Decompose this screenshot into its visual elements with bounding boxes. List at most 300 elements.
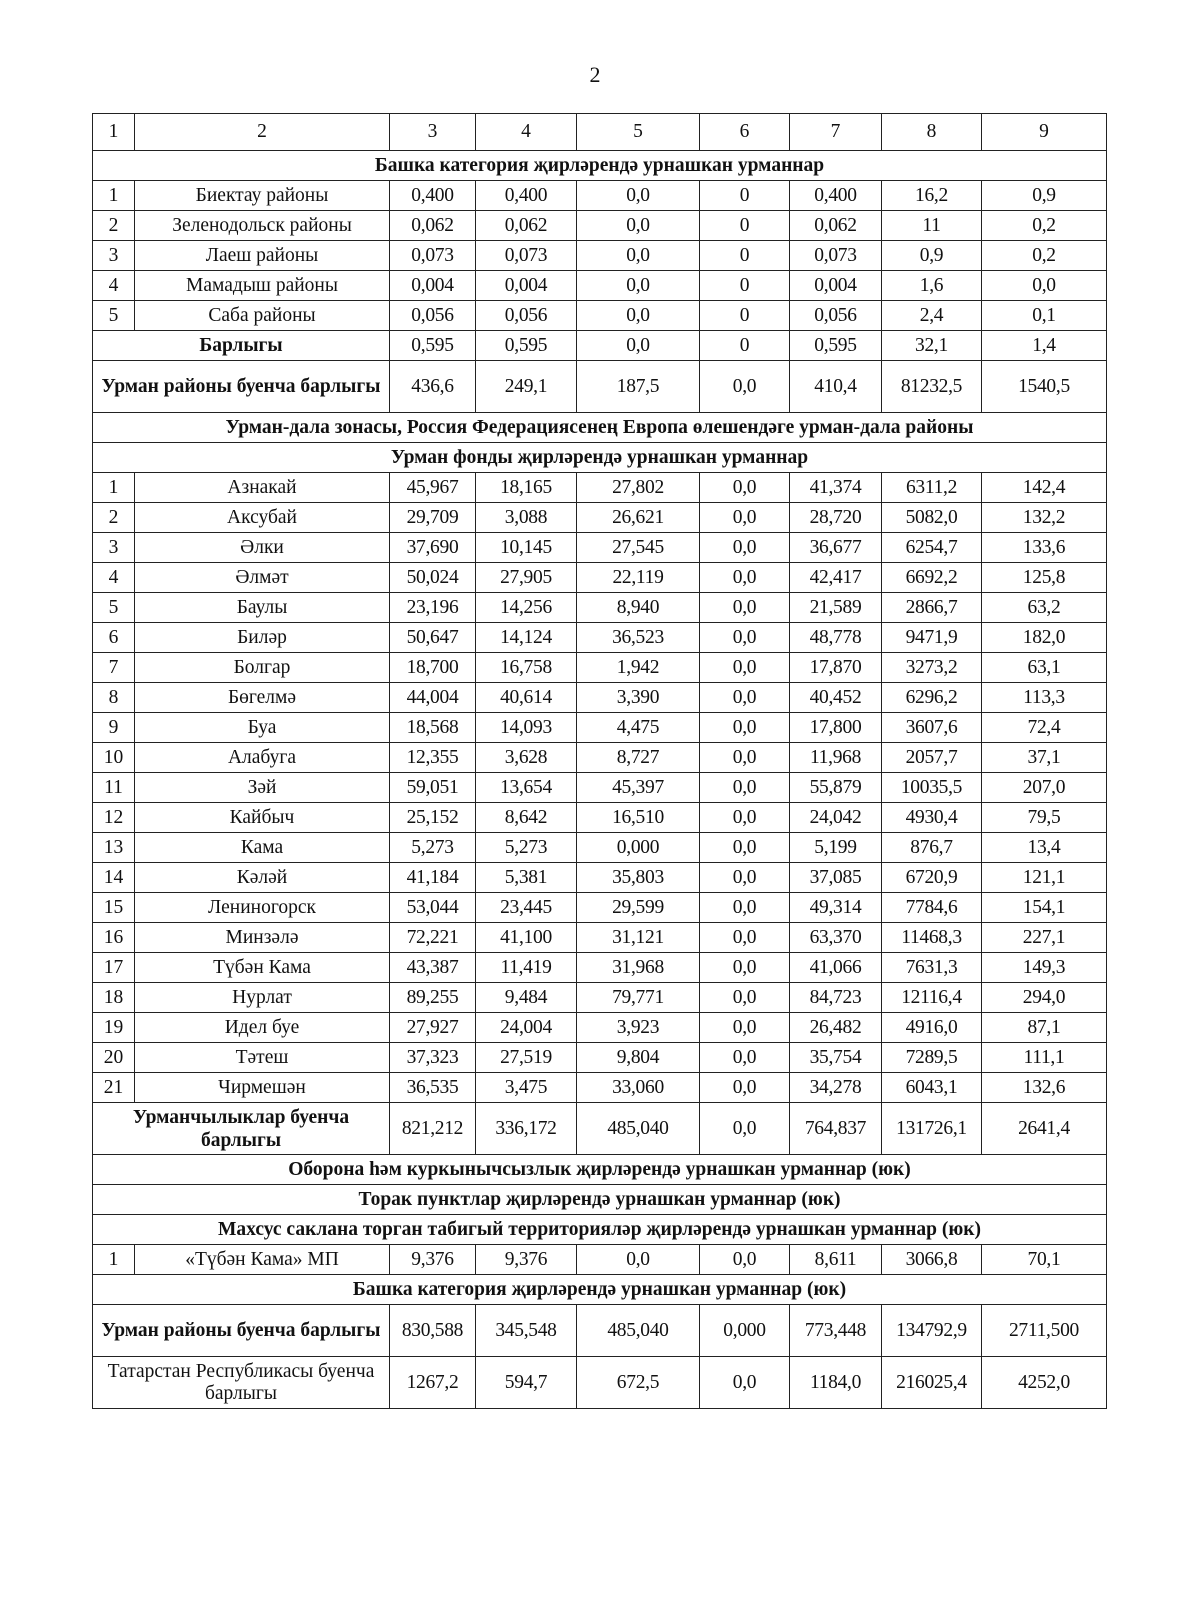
district-name: Биләр — [135, 623, 390, 653]
value-cell: 3,475 — [476, 1073, 577, 1103]
value-cell: 26,482 — [790, 1013, 882, 1043]
total-value-cell: 0,595 — [390, 331, 476, 361]
value-cell: 121,1 — [982, 863, 1107, 893]
page-number: 2 — [589, 62, 601, 87]
value-cell: 0,0 — [700, 533, 790, 563]
total-label: Урманчылыклар буенча барлыгы — [93, 1103, 390, 1155]
table-row — [93, 863, 1107, 893]
value-cell: 2057,7 — [882, 743, 982, 773]
district-name: Зеленодольск районы — [135, 211, 390, 241]
value-cell: 10,145 — [476, 533, 577, 563]
value-cell: 13,4 — [982, 833, 1107, 863]
value-cell: 35,754 — [790, 1043, 882, 1073]
value-cell: 18,568 — [390, 713, 476, 743]
section-header-row — [93, 1185, 1107, 1215]
value-cell: 59,051 — [390, 773, 476, 803]
value-cell: 44,004 — [390, 683, 476, 713]
value-cell: 9,804 — [577, 1043, 700, 1073]
value-cell: 0,0 — [700, 1043, 790, 1073]
value-cell: 0,0 — [700, 563, 790, 593]
value-cell: 63,370 — [790, 923, 882, 953]
table-row — [93, 713, 1107, 743]
value-cell: 0,2 — [982, 211, 1107, 241]
total-value-cell: 4252,0 — [982, 1357, 1107, 1409]
section-header-row — [93, 443, 1107, 473]
value-cell: 11 — [882, 211, 982, 241]
value-cell: 40,452 — [790, 683, 882, 713]
total-value-cell: 187,5 — [577, 361, 700, 413]
total-value-cell: 0,000 — [700, 1305, 790, 1357]
value-cell: 37,690 — [390, 533, 476, 563]
value-cell: 14,124 — [476, 623, 577, 653]
table-row — [93, 1043, 1107, 1073]
value-cell: 9,484 — [476, 983, 577, 1013]
value-cell: 0 — [700, 241, 790, 271]
district-name: Нурлат — [135, 983, 390, 1013]
total-label: Татарстан Республикасы буенча барлыгы — [93, 1357, 390, 1409]
value-cell: 41,066 — [790, 953, 882, 983]
value-cell: 18,700 — [390, 653, 476, 683]
value-cell: 27,927 — [390, 1013, 476, 1043]
value-cell: 4916,0 — [882, 1013, 982, 1043]
table-row — [93, 623, 1107, 653]
table-row — [93, 953, 1107, 983]
forest-data-table — [92, 113, 1107, 1409]
value-cell: 3,088 — [476, 503, 577, 533]
section-title: Башка категория җирләрендә урнашкан урманнар (юк) — [93, 1275, 1107, 1305]
value-cell: 26,621 — [577, 503, 700, 533]
section-header-row — [93, 1215, 1107, 1245]
table-row — [93, 593, 1107, 623]
value-cell: 49,314 — [790, 893, 882, 923]
table-row — [93, 271, 1107, 301]
value-cell: 23,196 — [390, 593, 476, 623]
column-number: 7 — [790, 114, 882, 151]
row-number: 16 — [93, 923, 135, 953]
value-cell: 42,417 — [790, 563, 882, 593]
table-row — [93, 683, 1107, 713]
value-cell: 70,1 — [982, 1245, 1107, 1275]
row-number: 1 — [93, 181, 135, 211]
value-cell: 3607,6 — [882, 713, 982, 743]
value-cell: 0,0 — [700, 743, 790, 773]
district-name: Идел буе — [135, 1013, 390, 1043]
value-cell: 132,2 — [982, 503, 1107, 533]
value-cell: 48,778 — [790, 623, 882, 653]
total-value-cell: 32,1 — [882, 331, 982, 361]
value-cell: 5,273 — [390, 833, 476, 863]
value-cell: 0,1 — [982, 301, 1107, 331]
row-number: 5 — [93, 593, 135, 623]
value-cell: 0,073 — [790, 241, 882, 271]
value-cell: 84,723 — [790, 983, 882, 1013]
value-cell: 6311,2 — [882, 473, 982, 503]
total-value-cell: 2711,500 — [982, 1305, 1107, 1357]
district-name: Алабуга — [135, 743, 390, 773]
value-cell: 132,6 — [982, 1073, 1107, 1103]
total-value-cell: 1,4 — [982, 331, 1107, 361]
value-cell: 6720,9 — [882, 863, 982, 893]
total-row — [93, 1103, 1107, 1155]
value-cell: 79,771 — [577, 983, 700, 1013]
total-value-cell: 0,595 — [476, 331, 577, 361]
district-name: Бөгелмә — [135, 683, 390, 713]
value-cell: 0 — [700, 181, 790, 211]
total-value-cell: 485,040 — [577, 1305, 700, 1357]
total-value-cell: 0,0 — [577, 331, 700, 361]
value-cell: 23,445 — [476, 893, 577, 923]
value-cell: 63,2 — [982, 593, 1107, 623]
value-cell: 227,1 — [982, 923, 1107, 953]
district-name: Саба районы — [135, 301, 390, 331]
value-cell: 0,073 — [390, 241, 476, 271]
value-cell: 0,0 — [700, 653, 790, 683]
value-cell: 0,0 — [577, 301, 700, 331]
row-number: 9 — [93, 713, 135, 743]
value-cell: 7631,3 — [882, 953, 982, 983]
value-cell: 37,085 — [790, 863, 882, 893]
value-cell: 0,073 — [476, 241, 577, 271]
table-body — [93, 114, 1107, 1409]
value-cell: 0,062 — [390, 211, 476, 241]
value-cell: 0,056 — [476, 301, 577, 331]
value-cell: 55,879 — [790, 773, 882, 803]
section-title: Урман-дала зонасы, Россия Федерациясенең Европа өлешендәге урман-дала районы — [93, 413, 1107, 443]
value-cell: 24,042 — [790, 803, 882, 833]
value-cell: 0,0 — [577, 211, 700, 241]
row-number: 6 — [93, 623, 135, 653]
district-name: Әлки — [135, 533, 390, 563]
value-cell: 9,376 — [476, 1245, 577, 1275]
value-cell: 125,8 — [982, 563, 1107, 593]
value-cell: 2866,7 — [882, 593, 982, 623]
value-cell: 0,0 — [700, 983, 790, 1013]
value-cell: 89,255 — [390, 983, 476, 1013]
total-value-cell: 134792,9 — [882, 1305, 982, 1357]
value-cell: 72,221 — [390, 923, 476, 953]
value-cell: 33,060 — [577, 1073, 700, 1103]
value-cell: 876,7 — [882, 833, 982, 863]
table-row — [93, 503, 1107, 533]
value-cell: 0,0 — [700, 503, 790, 533]
section-title: Оборона һәм куркынычсызлык җирләрендә урнашкан урманнар (юк) — [93, 1155, 1107, 1185]
row-number: 1 — [93, 1245, 135, 1275]
value-cell: 37,323 — [390, 1043, 476, 1073]
district-name: Әлмәт — [135, 563, 390, 593]
table-row — [93, 983, 1107, 1013]
total-label: Урман районы буенча барлыгы — [93, 1305, 390, 1357]
column-number: 6 — [700, 114, 790, 151]
district-name: Азнакай — [135, 473, 390, 503]
total-value-cell: 0 — [700, 331, 790, 361]
value-cell: 0,004 — [390, 271, 476, 301]
value-cell: 7289,5 — [882, 1043, 982, 1073]
value-cell: 0,2 — [982, 241, 1107, 271]
value-cell: 0,0 — [700, 683, 790, 713]
value-cell: 4,475 — [577, 713, 700, 743]
row-number: 3 — [93, 241, 135, 271]
row-number: 7 — [93, 653, 135, 683]
value-cell: 294,0 — [982, 983, 1107, 1013]
value-cell: 53,044 — [390, 893, 476, 923]
value-cell: 8,727 — [577, 743, 700, 773]
value-cell: 79,5 — [982, 803, 1107, 833]
value-cell: 0,0 — [700, 473, 790, 503]
value-cell: 31,121 — [577, 923, 700, 953]
row-number: 21 — [93, 1073, 135, 1103]
value-cell: 10035,5 — [882, 773, 982, 803]
value-cell: 0,004 — [790, 271, 882, 301]
value-cell: 21,589 — [790, 593, 882, 623]
section-header-row — [93, 151, 1107, 181]
table-row — [93, 241, 1107, 271]
district-name: Кайбыч — [135, 803, 390, 833]
district-name: Кәләй — [135, 863, 390, 893]
value-cell: 0 — [700, 301, 790, 331]
column-number: 9 — [982, 114, 1107, 151]
value-cell: 27,519 — [476, 1043, 577, 1073]
value-cell: 5,381 — [476, 863, 577, 893]
total-value-cell: 249,1 — [476, 361, 577, 413]
district-name: Баулы — [135, 593, 390, 623]
district-name: Аксубай — [135, 503, 390, 533]
value-cell: 3,390 — [577, 683, 700, 713]
value-cell: 25,152 — [390, 803, 476, 833]
value-cell: 5,199 — [790, 833, 882, 863]
value-cell: 0,0 — [700, 1013, 790, 1043]
value-cell: 50,024 — [390, 563, 476, 593]
table-row — [93, 211, 1107, 241]
value-cell: 8,642 — [476, 803, 577, 833]
column-number-row — [93, 114, 1107, 151]
value-cell: 27,905 — [476, 563, 577, 593]
value-cell: 3,923 — [577, 1013, 700, 1043]
section-title: Урман фонды җирләрендә урнашкан урманнар — [93, 443, 1107, 473]
row-number: 15 — [93, 893, 135, 923]
column-number: 5 — [577, 114, 700, 151]
total-value-cell: 410,4 — [790, 361, 882, 413]
value-cell: 0,0 — [577, 181, 700, 211]
section-title: Башка категория җирләрендә урнашкан урманнар — [93, 151, 1107, 181]
column-number: 4 — [476, 114, 577, 151]
column-number: 2 — [135, 114, 390, 151]
column-number: 1 — [93, 114, 135, 151]
value-cell: 6692,2 — [882, 563, 982, 593]
value-cell: 154,1 — [982, 893, 1107, 923]
value-cell: 12,355 — [390, 743, 476, 773]
value-cell: 11,419 — [476, 953, 577, 983]
district-name: Буа — [135, 713, 390, 743]
row-number: 14 — [93, 863, 135, 893]
value-cell: 35,803 — [577, 863, 700, 893]
total-value-cell: 485,040 — [577, 1103, 700, 1155]
value-cell: 182,0 — [982, 623, 1107, 653]
value-cell: 63,1 — [982, 653, 1107, 683]
table-row — [93, 1245, 1107, 1275]
value-cell: 0,056 — [790, 301, 882, 331]
value-cell: 111,1 — [982, 1043, 1107, 1073]
value-cell: 34,278 — [790, 1073, 882, 1103]
value-cell: 4930,4 — [882, 803, 982, 833]
total-value-cell: 1540,5 — [982, 361, 1107, 413]
table-row — [93, 563, 1107, 593]
value-cell: 0,062 — [790, 211, 882, 241]
value-cell: 36,677 — [790, 533, 882, 563]
value-cell: 0,062 — [476, 211, 577, 241]
value-cell: 40,614 — [476, 683, 577, 713]
value-cell: 0,004 — [476, 271, 577, 301]
value-cell: 0,0 — [700, 1073, 790, 1103]
value-cell: 31,968 — [577, 953, 700, 983]
value-cell: 5,273 — [476, 833, 577, 863]
total-value-cell: 764,837 — [790, 1103, 882, 1155]
value-cell: 0,9 — [982, 181, 1107, 211]
district-name: Чирмешән — [135, 1073, 390, 1103]
total-value-cell: 436,6 — [390, 361, 476, 413]
total-label: Барлыгы — [93, 331, 390, 361]
total-row — [93, 331, 1107, 361]
district-name: Болгар — [135, 653, 390, 683]
total-row — [93, 1357, 1107, 1409]
value-cell: 0,0 — [700, 833, 790, 863]
value-cell: 0,9 — [882, 241, 982, 271]
value-cell: 5082,0 — [882, 503, 982, 533]
value-cell: 41,184 — [390, 863, 476, 893]
row-number: 5 — [93, 301, 135, 331]
value-cell: 11468,3 — [882, 923, 982, 953]
table-row — [93, 533, 1107, 563]
value-cell: 17,870 — [790, 653, 882, 683]
value-cell: 6296,2 — [882, 683, 982, 713]
row-number: 11 — [93, 773, 135, 803]
table-row — [93, 893, 1107, 923]
row-number: 20 — [93, 1043, 135, 1073]
table-row — [93, 923, 1107, 953]
value-cell: 22,119 — [577, 563, 700, 593]
value-cell: 0,0 — [700, 593, 790, 623]
value-cell: 0,400 — [790, 181, 882, 211]
table-row — [93, 773, 1107, 803]
value-cell: 6043,1 — [882, 1073, 982, 1103]
row-number: 19 — [93, 1013, 135, 1043]
district-name: Мамадыш районы — [135, 271, 390, 301]
value-cell: 0,0 — [982, 271, 1107, 301]
total-value-cell: 81232,5 — [882, 361, 982, 413]
total-value-cell: 1267,2 — [390, 1357, 476, 1409]
value-cell: 24,004 — [476, 1013, 577, 1043]
column-number: 3 — [390, 114, 476, 151]
row-number: 17 — [93, 953, 135, 983]
value-cell: 7784,6 — [882, 893, 982, 923]
row-number: 2 — [93, 503, 135, 533]
row-number: 13 — [93, 833, 135, 863]
section-header-row — [93, 1155, 1107, 1185]
value-cell: 149,3 — [982, 953, 1107, 983]
row-number: 3 — [93, 533, 135, 563]
value-cell: 0,0 — [700, 773, 790, 803]
value-cell: 142,4 — [982, 473, 1107, 503]
value-cell: 0,0 — [700, 893, 790, 923]
total-value-cell: 821,212 — [390, 1103, 476, 1155]
value-cell: 9471,9 — [882, 623, 982, 653]
value-cell: 9,376 — [390, 1245, 476, 1275]
value-cell: 0 — [700, 211, 790, 241]
total-value-cell: 216025,4 — [882, 1357, 982, 1409]
value-cell: 27,802 — [577, 473, 700, 503]
value-cell: 45,967 — [390, 473, 476, 503]
value-cell: 0 — [700, 271, 790, 301]
value-cell: 50,647 — [390, 623, 476, 653]
district-name: Минзәлә — [135, 923, 390, 953]
table-row — [93, 181, 1107, 211]
value-cell: 0,0 — [700, 1245, 790, 1275]
total-value-cell: 345,548 — [476, 1305, 577, 1357]
value-cell: 87,1 — [982, 1013, 1107, 1043]
district-name: Түбән Кама — [135, 953, 390, 983]
row-number: 10 — [93, 743, 135, 773]
section-title: Махсус саклана торган табигый территорияләр җирләрендә урнашкан урманнар (юк) — [93, 1215, 1107, 1245]
district-name: Тәтеш — [135, 1043, 390, 1073]
value-cell: 13,654 — [476, 773, 577, 803]
value-cell: 0,0 — [577, 241, 700, 271]
value-cell: 17,800 — [790, 713, 882, 743]
value-cell: 27,545 — [577, 533, 700, 563]
value-cell: 29,599 — [577, 893, 700, 923]
total-value-cell: 0,0 — [700, 361, 790, 413]
table-row — [93, 301, 1107, 331]
value-cell: 133,6 — [982, 533, 1107, 563]
value-cell: 16,2 — [882, 181, 982, 211]
value-cell: 41,100 — [476, 923, 577, 953]
row-number: 4 — [93, 271, 135, 301]
table-row — [93, 743, 1107, 773]
value-cell: 37,1 — [982, 743, 1107, 773]
district-name: Лаеш районы — [135, 241, 390, 271]
value-cell: 16,758 — [476, 653, 577, 683]
total-value-cell: 773,448 — [790, 1305, 882, 1357]
district-name: Лениногорск — [135, 893, 390, 923]
total-value-cell: 594,7 — [476, 1357, 577, 1409]
value-cell: 45,397 — [577, 773, 700, 803]
total-label: Урман районы буенча барлыгы — [93, 361, 390, 413]
total-value-cell: 0,595 — [790, 331, 882, 361]
value-cell: 0,400 — [390, 181, 476, 211]
value-cell: 36,523 — [577, 623, 700, 653]
total-value-cell: 0,0 — [700, 1357, 790, 1409]
district-name: «Түбән Кама» МП — [135, 1245, 390, 1275]
table-row — [93, 833, 1107, 863]
table-row — [93, 1073, 1107, 1103]
table-row — [93, 653, 1107, 683]
row-number: 8 — [93, 683, 135, 713]
row-number: 4 — [93, 563, 135, 593]
total-value-cell: 0,0 — [700, 1103, 790, 1155]
value-cell: 0,056 — [390, 301, 476, 331]
value-cell: 29,709 — [390, 503, 476, 533]
value-cell: 16,510 — [577, 803, 700, 833]
section-header-row — [93, 1275, 1107, 1305]
row-number: 1 — [93, 473, 135, 503]
value-cell: 6254,7 — [882, 533, 982, 563]
value-cell: 8,940 — [577, 593, 700, 623]
district-name: Биектау районы — [135, 181, 390, 211]
section-header-row — [93, 413, 1107, 443]
value-cell: 43,387 — [390, 953, 476, 983]
value-cell: 0,0 — [577, 1245, 700, 1275]
value-cell: 0,000 — [577, 833, 700, 863]
value-cell: 3066,8 — [882, 1245, 982, 1275]
value-cell: 14,093 — [476, 713, 577, 743]
